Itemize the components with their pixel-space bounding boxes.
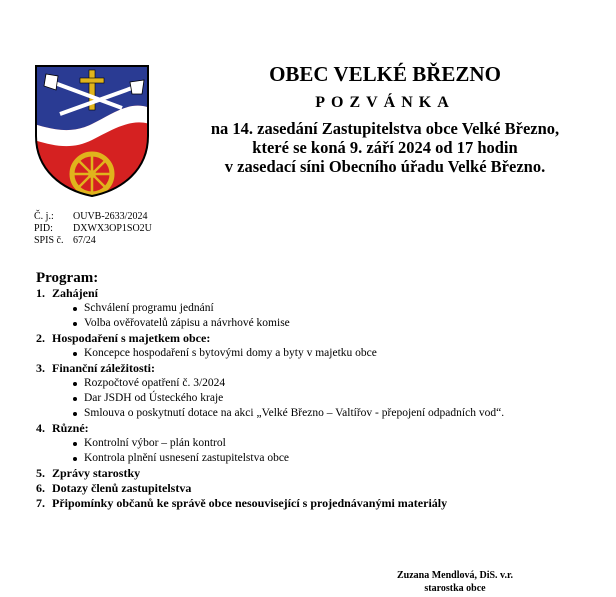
agenda-item — [36, 481, 606, 496]
bullet-icon — [73, 457, 77, 461]
bullet-icon — [73, 307, 77, 311]
meta-label: PID: — [34, 223, 53, 234]
meta-row-pid — [34, 223, 152, 235]
invitation-heading: POZVÁNKA — [315, 94, 455, 111]
signature-name: Zuzana Mendlová, DiS. v.r. — [396, 570, 514, 581]
program-heading: Program: — [36, 270, 99, 286]
document-metadata — [34, 211, 152, 247]
meta-label: Č. j.: — [34, 211, 54, 222]
agenda-title: Zahájení — [52, 286, 99, 300]
signature-role: starostka obce — [424, 583, 486, 594]
invitation-line: které se koná 9. září 2024 od 17 hodin — [252, 138, 518, 157]
agenda-number: 5. — [36, 466, 45, 480]
agenda-subitem — [36, 316, 606, 331]
agenda-subitem — [36, 406, 606, 421]
invitation-line: v zasedací síni Obecního úřadu Velké Březno. — [224, 157, 546, 176]
agenda-title: Připomínky občanů ke správě obce nesouvisející s projednávanými materiály — [52, 496, 448, 510]
agenda-number: 6. — [36, 481, 45, 495]
agenda-item — [36, 286, 606, 301]
agenda-title: Hospodaření s majetkem obce: — [52, 331, 211, 345]
agenda-number: 3. — [36, 361, 45, 375]
agenda-subitem — [36, 301, 606, 316]
agenda-title: Různé: — [52, 421, 89, 435]
bullet-icon — [73, 382, 77, 386]
program-section — [36, 271, 606, 511]
agenda-number: 1. — [36, 286, 45, 300]
meta-value: DXWX3OP1SO2U — [73, 223, 152, 234]
agenda-item — [36, 466, 606, 481]
agenda-number: 7. — [36, 496, 45, 510]
agenda-item — [36, 361, 606, 376]
bullet-icon — [73, 352, 77, 356]
agenda-subitem-text: Koncepce hospodaření s bytovými domy a byty v majetku obce — [84, 347, 377, 359]
page-title: OBEC VELKÉ BŘEZNO — [269, 62, 501, 86]
agenda-subitem-text: Dar JSDH od Ústeckého kraje — [84, 392, 224, 404]
agenda-title: Zprávy starostky — [52, 466, 141, 480]
agenda-subitem-text: Smlouva o poskytnutí dotace na akci „Velké Březno – Valtířov - přepojení odpadních vod“. — [84, 407, 505, 419]
agenda-item — [36, 496, 606, 511]
invitation-text — [165, 119, 605, 176]
bullet-icon — [73, 397, 77, 401]
agenda-subitem — [36, 376, 606, 391]
bullet-icon — [73, 412, 77, 416]
agenda-subitem-text: Kontrola plnění usnesení zastupitelstva obce — [84, 452, 290, 464]
agenda-subitem — [36, 346, 606, 361]
agenda-number: 4. — [36, 421, 45, 435]
bullet-icon — [73, 442, 77, 446]
meta-value: 67/24 — [73, 235, 96, 246]
bullet-icon — [73, 322, 77, 326]
coat-of-arms-icon — [34, 64, 150, 198]
agenda-subitem — [36, 451, 606, 466]
agenda-item — [36, 421, 606, 436]
agenda-subitem — [36, 436, 606, 451]
meta-row-file — [34, 235, 152, 247]
meta-label: SPIS č. — [34, 235, 64, 246]
meta-row-reference — [34, 211, 152, 223]
agenda-subitem-text: Kontrolní výbor – plán kontrol — [84, 437, 226, 449]
agenda-title: Finanční záležitosti: — [52, 361, 155, 375]
agenda-subitem-text: Volba ověřovatelů zápisu a návrhové komise — [84, 317, 290, 329]
agenda-subitem-text: Schválení programu jednání — [84, 302, 214, 314]
agenda-subitem — [36, 391, 606, 406]
invitation-line: na 14. zasedání Zastupitelstva obce Velké Březno, — [210, 119, 560, 138]
agenda-item — [36, 331, 606, 346]
meta-value: OUVB-2633/2024 — [73, 211, 148, 222]
agenda-title: Dotazy členů zastupitelstva — [52, 481, 192, 495]
agenda-subitem-text: Rozpočtové opatření č. 3/2024 — [84, 377, 226, 389]
agenda-number: 2. — [36, 331, 45, 345]
